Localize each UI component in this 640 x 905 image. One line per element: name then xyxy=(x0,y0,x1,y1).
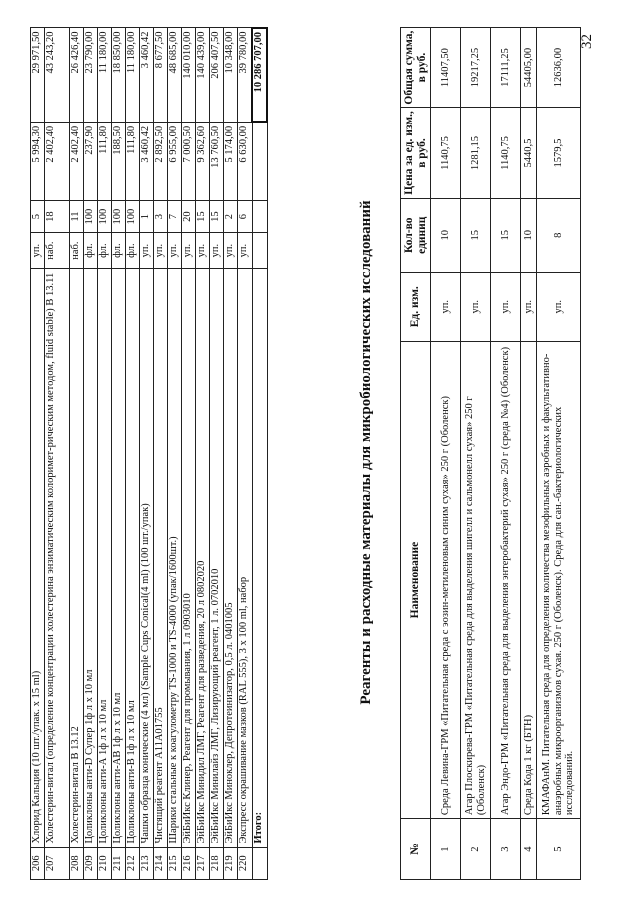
cell-name: ЭйБиИкс Клинер, Реагент для промывания, 1 л 0903010 xyxy=(182,269,196,847)
cell-name: ЭйБиИкс Минидил ЛМГ, Реагент для разведения, 20 л 0802020 xyxy=(196,269,210,847)
cell-unit: уп. xyxy=(210,232,224,269)
cell-empty xyxy=(252,847,267,879)
page-number: 32 xyxy=(579,34,595,49)
cell-sum: 10 348,00 xyxy=(224,28,238,122)
table-row xyxy=(210,28,224,880)
header-sum: Общая сумма, в руб. xyxy=(401,28,431,108)
cell-price: 1140,75 xyxy=(431,108,461,199)
table-row xyxy=(70,28,84,880)
cell-name: Хлорид Кальция (10 шт./упак. x 15 ml) xyxy=(31,269,45,847)
cell-price: 7 000,50 xyxy=(182,122,196,201)
cell-name: Среда Левина-ГРМ «Питательная среда с эозин-метиленовым синим сухая» 250 г (Оболенск) xyxy=(431,341,461,818)
table-row xyxy=(238,28,253,880)
cell-num: 4 xyxy=(521,819,537,880)
cell-name: Шарики стальные к коагулометру TS-1000 и TS-4000 (упак/1600шт.) xyxy=(168,269,182,847)
cell-empty xyxy=(252,232,267,269)
cell-num: 3 xyxy=(491,819,521,880)
cell-qty: 100 xyxy=(98,201,112,232)
cell-qty: 3 xyxy=(154,201,168,232)
cell-unit: фл. xyxy=(126,232,140,269)
cell-qty: 11 xyxy=(70,201,84,232)
cell-sum: 39 780,00 xyxy=(238,28,253,122)
cell-price: 1579,5 xyxy=(537,108,581,199)
header-name: Наименование xyxy=(401,341,431,818)
cell-name: Чашки образца конические (4 мл) (Sample Cups Conical(4 ml) (100 шт./упак) xyxy=(140,269,154,847)
cell-price: 111,80 xyxy=(98,122,112,201)
cell-num: 207 xyxy=(45,847,70,879)
cell-sum: 8 677,50 xyxy=(154,28,168,122)
cell-name: Агар Эндо-ГРМ «Питательная среда для выделения энтеробактерий сухая» 250 г (среда №4) (Оболенск) xyxy=(491,341,521,818)
cell-sum: 140 010,00 xyxy=(182,28,196,122)
cell-qty: 7 xyxy=(168,201,182,232)
cell-unit: фл. xyxy=(98,232,112,269)
cell-name: ЭйБиИкс Минилайз ЛМГ, Лизирующий реагент, 1 л. 0702010 xyxy=(210,269,224,847)
cell-sum: 11407,50 xyxy=(431,28,461,108)
table-row xyxy=(84,28,98,880)
cell-num: 218 xyxy=(210,847,224,879)
cell-qty: 15 xyxy=(461,198,491,272)
total-row xyxy=(252,28,267,880)
table-row xyxy=(224,28,238,880)
cell-sum: 43 243,20 xyxy=(45,28,70,122)
table-row xyxy=(168,28,182,880)
cell-qty: 15 xyxy=(491,198,521,272)
cell-unit: уп. xyxy=(537,272,581,341)
cell-num: 210 xyxy=(98,847,112,879)
cell-unit: наб. xyxy=(45,232,70,269)
cell-num: 216 xyxy=(182,847,196,879)
cell-price: 13 760,50 xyxy=(210,122,224,201)
table-row xyxy=(182,28,196,880)
cell-num: 5 xyxy=(537,819,581,880)
cell-unit: фл. xyxy=(84,232,98,269)
table-row xyxy=(45,28,70,880)
header-unit: Ед. изм. xyxy=(401,272,431,341)
cell-num: 2 xyxy=(461,819,491,880)
cell-price: 6 955,00 xyxy=(168,122,182,201)
cell-qty: 100 xyxy=(84,201,98,232)
cell-name: Холестерин-витал (определение концентрации холестерина энзиматическим колоримет-рическим методом, fluid stable) В 13.11 xyxy=(45,269,70,847)
cell-qty: 15 xyxy=(196,201,210,232)
cell-sum: 54405,00 xyxy=(521,28,537,108)
rotated-page-content xyxy=(28,25,603,880)
cell-sum: 11 180,00 xyxy=(126,28,140,122)
cell-sum: 26 426,40 xyxy=(70,28,84,122)
cell-unit: уп. xyxy=(140,232,154,269)
cell-unit: уп. xyxy=(224,232,238,269)
table-row xyxy=(521,28,537,880)
cell-qty: 2 xyxy=(224,201,238,232)
cell-name: Экспресс окрашивание мазков (RAL 555), 3 x 100 ml, набор xyxy=(238,269,253,847)
cell-qty: 100 xyxy=(112,201,126,232)
cell-sum: 206 407,50 xyxy=(210,28,224,122)
cell-name: Цоликлоны анти-D Супер 1ф л x 10 мл xyxy=(84,269,98,847)
cell-unit: уп. xyxy=(31,232,45,269)
cell-name: Среда Кода 1 кг (БТН) xyxy=(521,341,537,818)
header-qty: Кол-во единиц xyxy=(401,198,431,272)
table-row xyxy=(461,28,491,880)
cell-sum: 12636,00 xyxy=(537,28,581,108)
cell-num: 212 xyxy=(126,847,140,879)
cell-num: 213 xyxy=(140,847,154,879)
cell-num: 211 xyxy=(112,847,126,879)
cell-qty: 8 xyxy=(537,198,581,272)
table-row xyxy=(154,28,168,880)
cell-unit: уп. xyxy=(168,232,182,269)
table-row xyxy=(491,28,521,880)
cell-qty: 6 xyxy=(238,201,253,232)
cell-price: 2 402,40 xyxy=(70,122,84,201)
cell-unit: уп. xyxy=(196,232,210,269)
cell-qty: 18 xyxy=(45,201,70,232)
cell-num: 220 xyxy=(238,847,253,879)
header-num: № xyxy=(401,819,431,880)
table-row xyxy=(196,28,210,880)
cell-unit: наб. xyxy=(70,232,84,269)
cell-price: 1281,15 xyxy=(461,108,491,199)
table-header-row xyxy=(401,28,431,880)
cell-qty: 1 xyxy=(140,201,154,232)
cell-name: ЭйБиИкс Миноклер, Депротеинизатор, 0,5 л. 0401005 xyxy=(224,269,238,847)
cell-sum: 17111,25 xyxy=(491,28,521,108)
table-row xyxy=(537,28,581,880)
cell-price: 6 630,00 xyxy=(238,122,253,201)
cell-name: Цоликлоны анти-АВ 1ф л x 10 мл xyxy=(112,269,126,847)
table-row xyxy=(126,28,140,880)
cell-unit: уп. xyxy=(431,272,461,341)
cell-name: Холестерин-витал В 13.12 xyxy=(70,269,84,847)
cell-num: 208 xyxy=(70,847,84,879)
total-label: Итого: xyxy=(252,269,267,847)
cell-unit: уп. xyxy=(154,232,168,269)
cell-price: 5440,5 xyxy=(521,108,537,199)
cell-empty xyxy=(252,201,267,232)
cell-price: 2 402,40 xyxy=(45,122,70,201)
cell-unit: фл. xyxy=(112,232,126,269)
cell-price: 237,90 xyxy=(84,122,98,201)
cell-sum: 140 439,00 xyxy=(196,28,210,122)
cell-qty: 100 xyxy=(126,201,140,232)
cell-qty: 15 xyxy=(210,201,224,232)
section-title: Реагенты и расходные материалы для микробиологических исследований xyxy=(358,200,374,705)
cell-price: 111,80 xyxy=(126,122,140,201)
cell-name: КМАФАнМ. Питательная среда для определения количества мезофильных аэробных и факультативно-анаэробных микроорганизмов сухая. 250 г (Оболенск). Среда для сан.-бактериологических исследований. xyxy=(537,341,581,818)
cell-unit: уп. xyxy=(491,272,521,341)
cell-qty: 20 xyxy=(182,201,196,232)
cell-num: 215 xyxy=(168,847,182,879)
cell-unit: уп. xyxy=(182,232,196,269)
cell-sum: 19217,25 xyxy=(461,28,491,108)
cell-price: 2 892,50 xyxy=(154,122,168,201)
cell-price: 1140,75 xyxy=(491,108,521,199)
cell-sum: 11 180,00 xyxy=(98,28,112,122)
cell-price: 9 362,60 xyxy=(196,122,210,201)
items-table xyxy=(30,27,268,880)
table-row xyxy=(140,28,154,880)
total-value: 10 286 707,00 xyxy=(252,28,267,122)
cell-price: 3 460,42 xyxy=(140,122,154,201)
cell-unit: уп. xyxy=(461,272,491,341)
cell-unit: уп. xyxy=(521,272,537,341)
cell-sum: 29 971,50 xyxy=(31,28,45,122)
microbiology-table xyxy=(400,27,581,880)
cell-num: 209 xyxy=(84,847,98,879)
cell-sum: 23 790,00 xyxy=(84,28,98,122)
cell-price: 5 994,30 xyxy=(31,122,45,201)
cell-name: Чистящий реагент А11А01755 xyxy=(154,269,168,847)
cell-unit: уп. xyxy=(238,232,253,269)
cell-qty: 10 xyxy=(521,198,537,272)
cell-name: Цоликлоны анти-В 1ф л x 10 мл xyxy=(126,269,140,847)
cell-price: 5 174,00 xyxy=(224,122,238,201)
table-row xyxy=(98,28,112,880)
cell-num: 219 xyxy=(224,847,238,879)
cell-empty xyxy=(252,122,267,201)
cell-num: 214 xyxy=(154,847,168,879)
cell-qty: 5 xyxy=(31,201,45,232)
cell-name: Цоликлоны анти-А 1ф л x 10 мл xyxy=(98,269,112,847)
table-row xyxy=(31,28,45,880)
cell-num: 1 xyxy=(431,819,461,880)
cell-sum: 3 460,42 xyxy=(140,28,154,122)
cell-sum: 48 685,00 xyxy=(168,28,182,122)
table-row xyxy=(112,28,126,880)
cell-qty: 10 xyxy=(431,198,461,272)
cell-num: 206 xyxy=(31,847,45,879)
cell-price: 188,50 xyxy=(112,122,126,201)
cell-sum: 18 850,00 xyxy=(112,28,126,122)
cell-num: 217 xyxy=(196,847,210,879)
cell-name: Агар Плоскирева-ГРМ «Питательная среда для выделения шигелл и сальмонелл сухая» 250 г (Оболенск) xyxy=(461,341,491,818)
table-row xyxy=(431,28,461,880)
header-price: Цена за ед. изм., в руб. xyxy=(401,108,431,199)
